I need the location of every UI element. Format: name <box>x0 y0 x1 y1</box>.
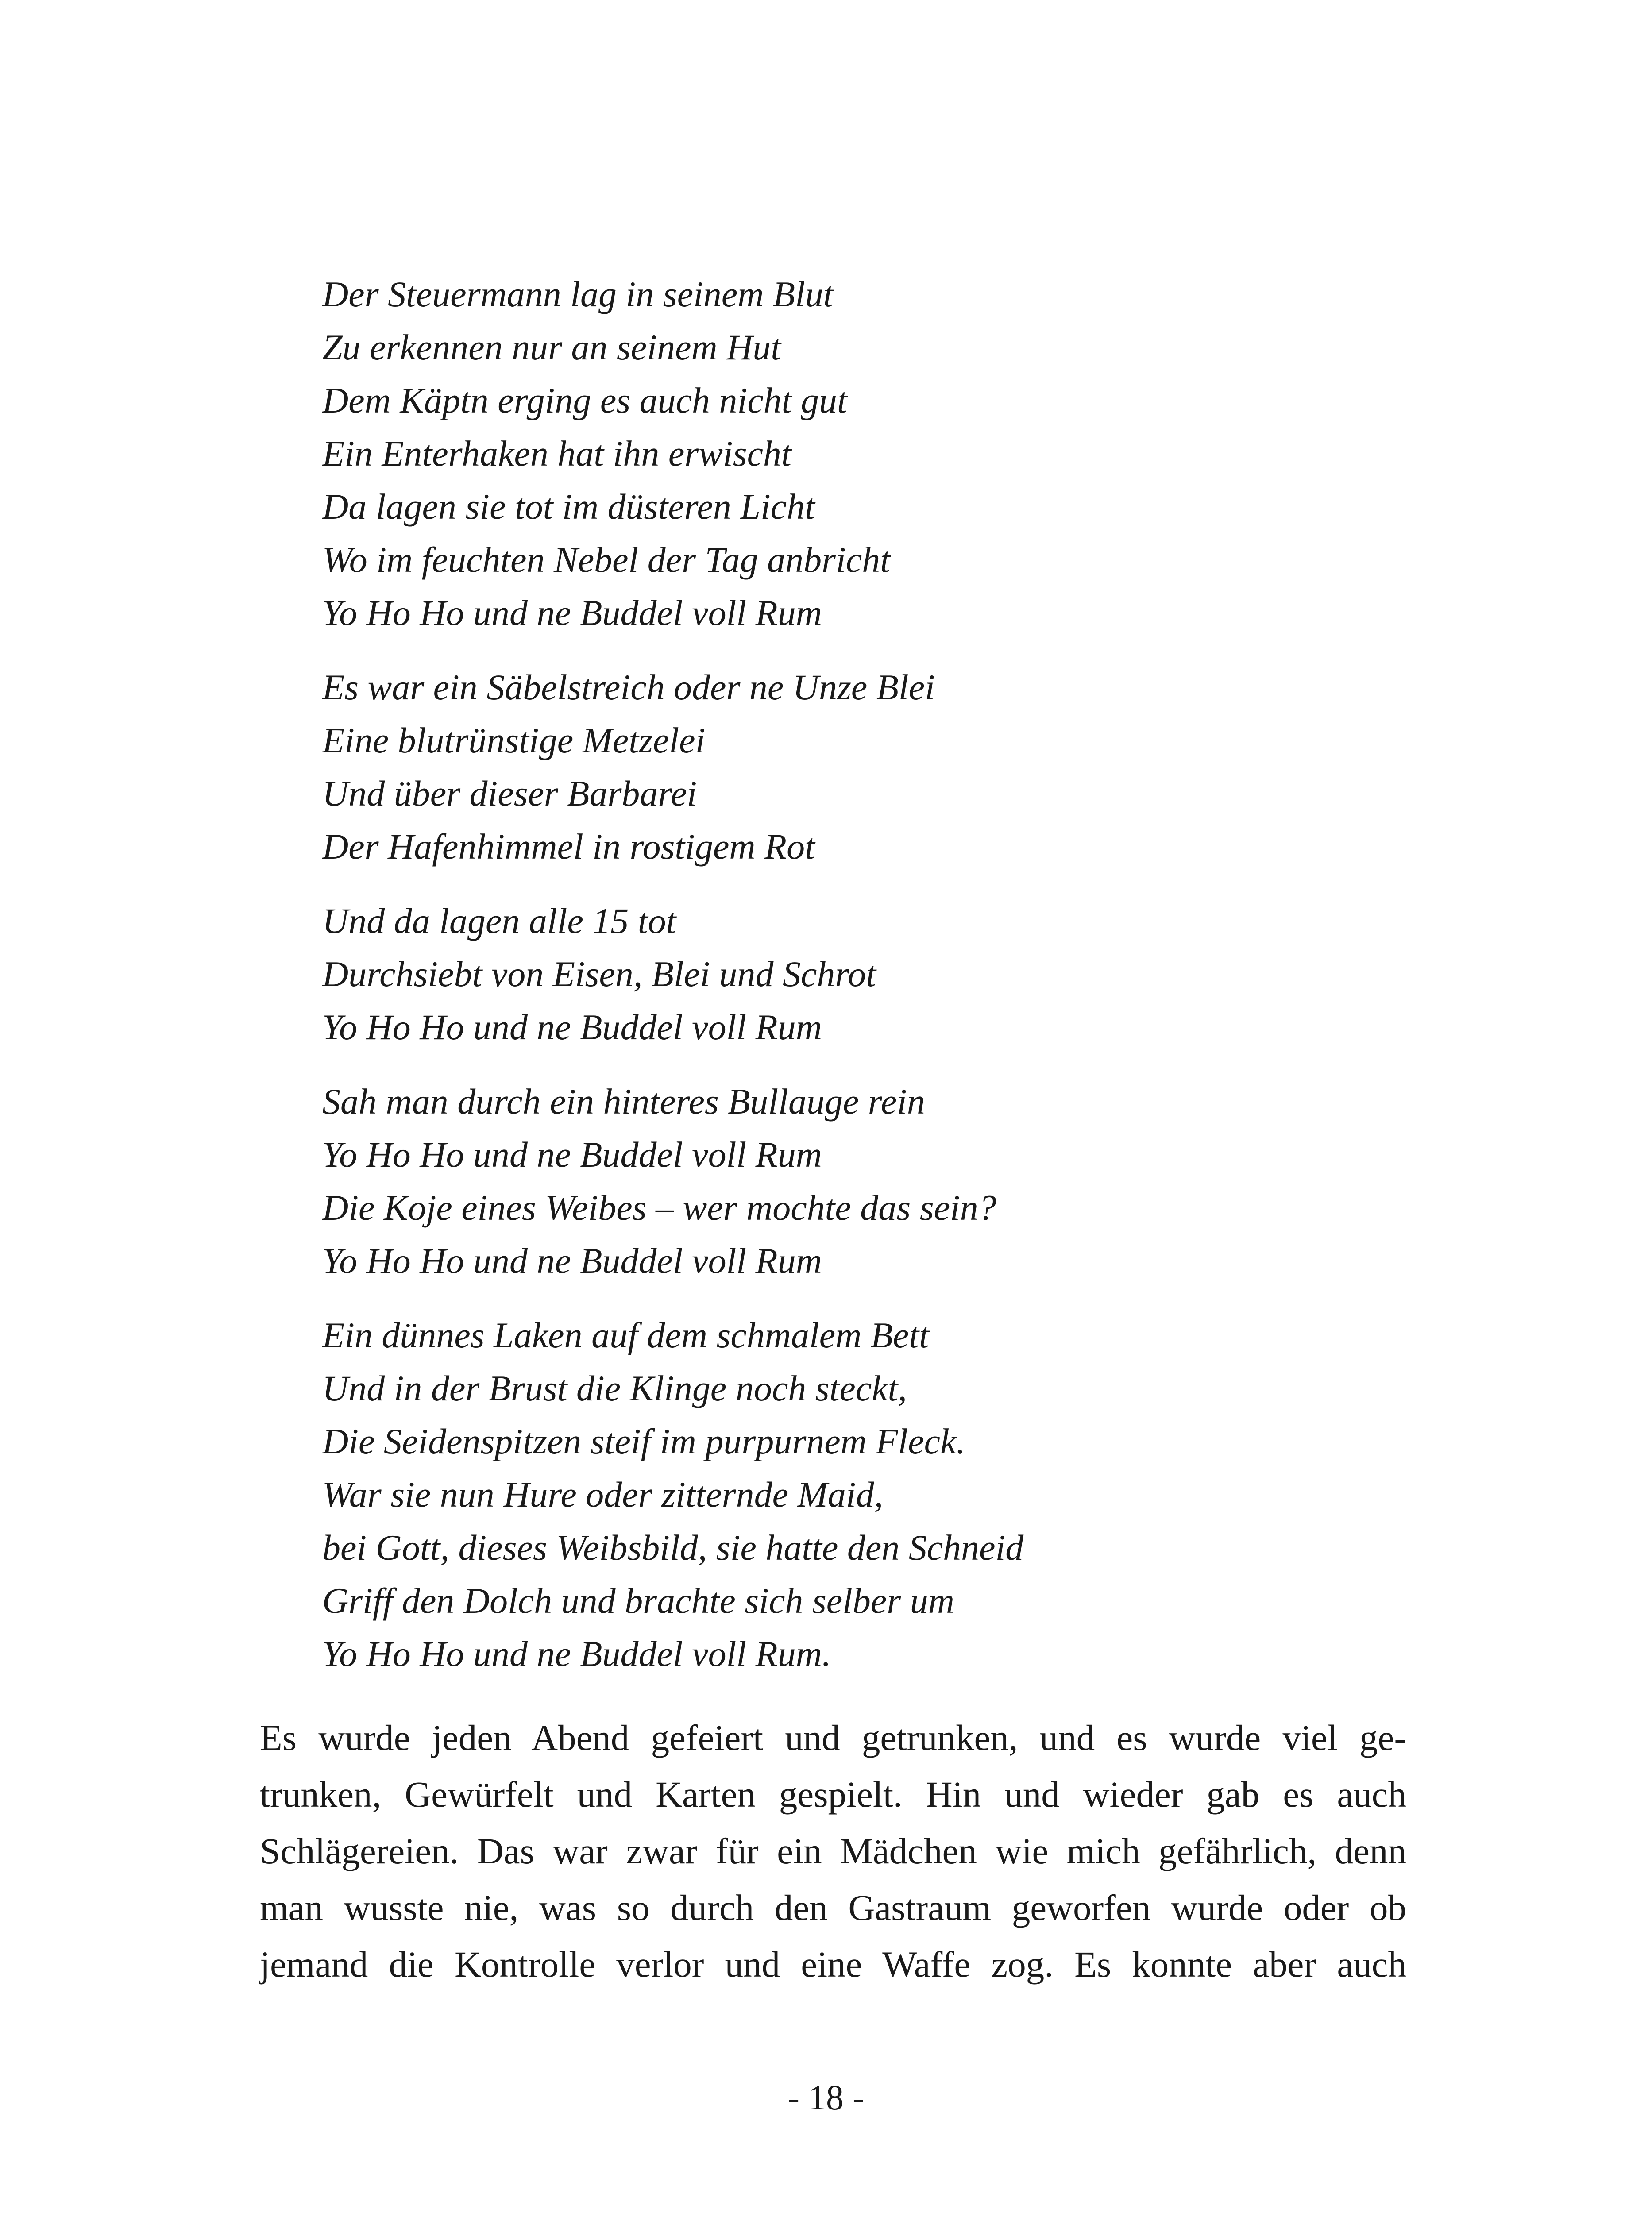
poem-line: Und da lagen alle 15 tot <box>322 901 676 941</box>
poem-line: Die Seidenspitzen steif im purpurnem Fleck. <box>322 1421 965 1461</box>
prose-paragraph <box>260 1709 1406 1993</box>
poem-stanza-2 <box>322 661 1517 873</box>
poem-line: Yo Ho Ho und ne Buddel voll Rum <box>322 1134 822 1175</box>
poem-line: Dem Käptn erging es auch nicht gut <box>322 380 847 420</box>
poem-line: Yo Ho Ho und ne Buddel voll Rum <box>322 593 822 633</box>
poem-line: Da lagen sie tot im düsteren Licht <box>322 486 815 527</box>
poem-line: Und über dieser Barbarei <box>322 773 697 813</box>
prose-line: jemand die Kontrolle verlor und eine Waffe zog. Es konnte aber auch <box>260 1944 1406 1985</box>
prose-line: man wusste nie, was so durch den Gastraum geworfen wurde oder ob <box>260 1887 1406 1928</box>
poem-stanza-4 <box>322 1075 1517 1288</box>
poem-line: Ein Enterhaken hat ihn erwischt <box>322 433 791 474</box>
poem-line: Wo im feuchten Nebel der Tag anbricht <box>322 540 891 580</box>
poem-line: Griff den Dolch und brachte sich selber um <box>322 1581 954 1621</box>
poem <box>322 268 1517 1681</box>
poem-line: Zu erkennen nur an seinem Hut <box>322 327 781 367</box>
poem-line: Die Koje eines Weibes – wer mochte das sein? <box>322 1187 996 1228</box>
page-number: - 18 - <box>787 2078 865 2117</box>
poem-line: Sah man durch ein hinteres Bullauge rein <box>322 1081 925 1122</box>
poem-line: Yo Ho Ho und ne Buddel voll Rum. <box>322 1634 831 1674</box>
poem-stanza-1 <box>322 268 1517 640</box>
poem-line: Der Steuermann lag in seinem Blut <box>322 274 834 314</box>
poem-line: bei Gott, dieses Weibsbild, sie hatte den Schneid <box>322 1527 1024 1568</box>
poem-line: Es war ein Säbelstreich oder ne Unze Blei <box>322 667 935 707</box>
poem-line: Durchsiebt von Eisen, Blei und Schrot <box>322 954 876 994</box>
poem-line: Der Hafenhimmel in rostigem Rot <box>322 826 815 867</box>
poem-line: War sie nun Hure oder zitternde Maid, <box>322 1474 884 1515</box>
poem-line: Yo Ho Ho und ne Buddel voll Rum <box>322 1241 822 1281</box>
poem-line: Und in der Brust die Klinge noch steckt, <box>322 1368 907 1408</box>
poem-line: Eine blutrünstige Metzelei <box>322 720 706 760</box>
prose-line: Schlägereien. Das war zwar für ein Mädchen wie mich gefährlich, denn <box>260 1831 1406 1871</box>
poem-line: Ein dünnes Laken auf dem schmalem Bett <box>322 1315 929 1355</box>
poem-stanza-3 <box>322 894 1517 1054</box>
prose-line: trunken, Gewürfelt und Karten gespielt. Hin und wieder gab es auch <box>260 1774 1406 1815</box>
prose-line: Es wurde jeden Abend gefeiert und getrunken, und es wurde viel ge- <box>260 1717 1406 1758</box>
poem-line: Yo Ho Ho und ne Buddel voll Rum <box>322 1007 822 1047</box>
poem-stanza-5 <box>322 1309 1517 1681</box>
